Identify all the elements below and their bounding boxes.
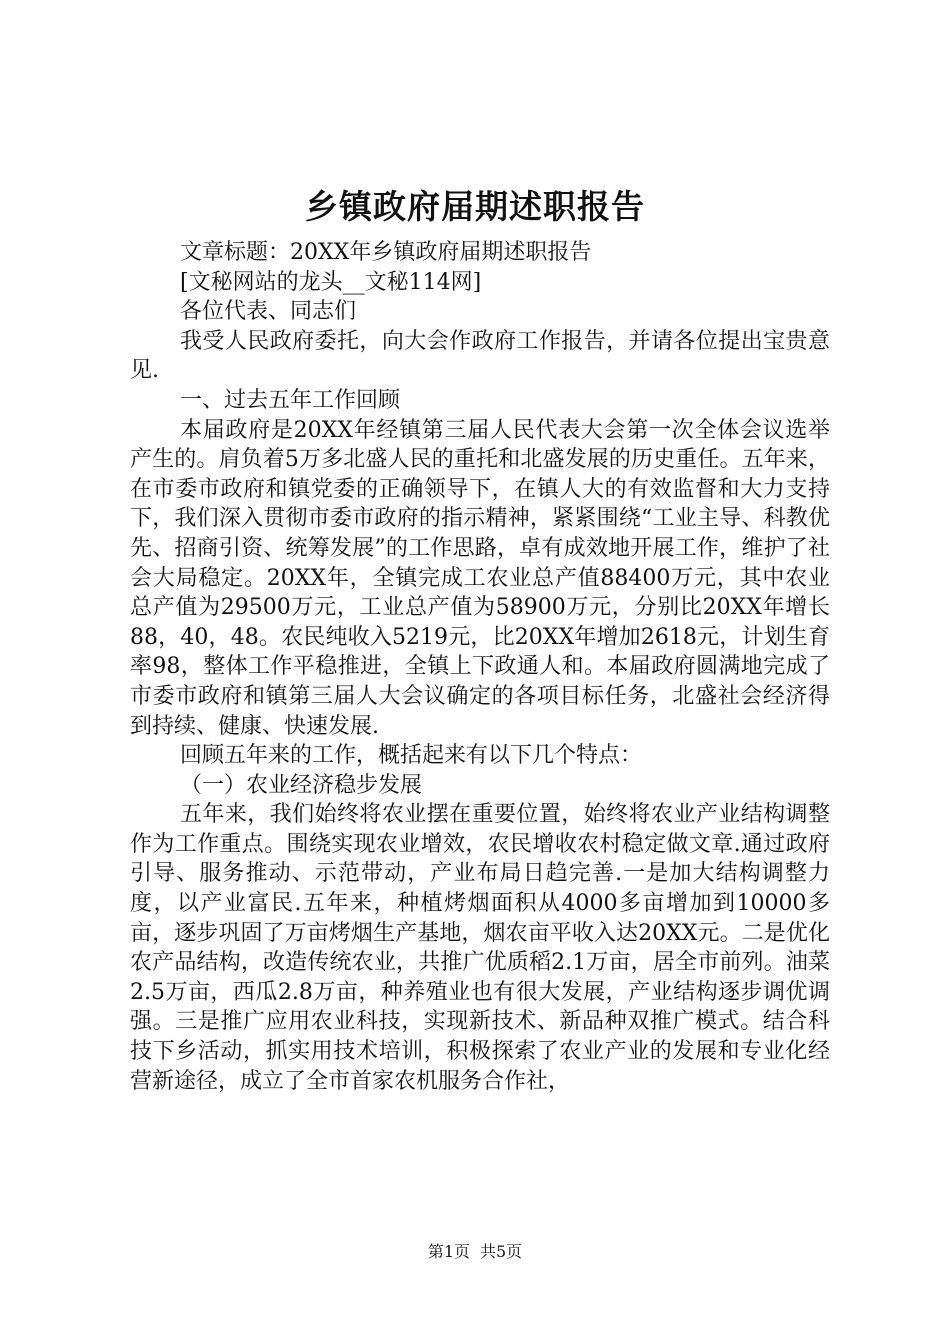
document-title: 乡镇政府届期述职报告	[305, 187, 645, 226]
salutation: 各位代表、同志们	[180, 299, 357, 325]
document-body	[130, 238, 830, 1096]
section-heading: 一、过去五年工作回顾	[180, 387, 401, 413]
paragraph: 回顾五年来的工作，概括起来有以下几个特点：	[180, 743, 643, 769]
article-title-line: 文章标题：20XX年乡镇政府届期述职报告	[180, 240, 592, 265]
source-line: [文秘网站的龙头__文秘114网]	[180, 269, 482, 295]
paragraph: 我受人民政府委托，向大会作政府工作报告，并请各位提出宝贵意见.	[130, 328, 830, 384]
page-footer	[0, 1242, 950, 1262]
page-total: 共5页	[480, 1242, 523, 1261]
page-number: 第1页	[427, 1242, 470, 1261]
subsection-heading: （一）农业经济稳步发展	[180, 772, 423, 798]
paragraph: 五年来，我们始终将农业摆在重要位置，始终将农业产业结构调整作为工作重点。围绕实现农业增效，农民增收农村稳定做文章.通过政府引导、服务推动、示范带动，产业布局日趋完善.一是加大结构调整力度，以产业富民.五年来，种植烤烟面积从4000多亩增加到10000多亩，逐步巩固了万亩烤烟生产基地，烟农亩平收入达20XX元。二是优化农产品结构，改造传统农业，共推广优质稻2.1万亩，居全市前列。油菜2.5万亩，西瓜2.8万亩，种养殖业也有很大发展，产业结构逐步调优调强。三是推广应用农业科技，实现新技术、新品种双推广模式。结合科技下乡活动，抓实用技术培训，积极探索了农业产业的发展和专业化经营新途径，成立了全市首家农机服务合作社，	[130, 802, 830, 1094]
paragraph: 本届政府是20XX年经镇第三届人民代表大会第一次全体会议选举产生的。肩负着5万多北盛人民的重托和北盛发展的历史重任。五年来，在市委市政府和镇党委的正确领导下，在镇人大的有效监督和大力支持下，我们深入贯彻市委市政府的指示精神，紧紧围绕“工业主导、科教优先、招商引资、统筹发展”的工作思路，卓有成效地开展工作，维护了社会大局稳定。20XX年，全镇完成工农业总产值88400万元，其中农业总产值为29500万元，工业总产值为58900万元，分别比20XX年增长88，40，48。农民纯收入5219元，比20XX年增加2618元，计划生育率98，整体工作平稳推进，全镇上下政通人和。本届政府圆满地完成了市委市政府和镇第三届人大会议确定的各项目标任务，北盛社会经济得到持续、健康、快速发展.	[130, 417, 830, 739]
